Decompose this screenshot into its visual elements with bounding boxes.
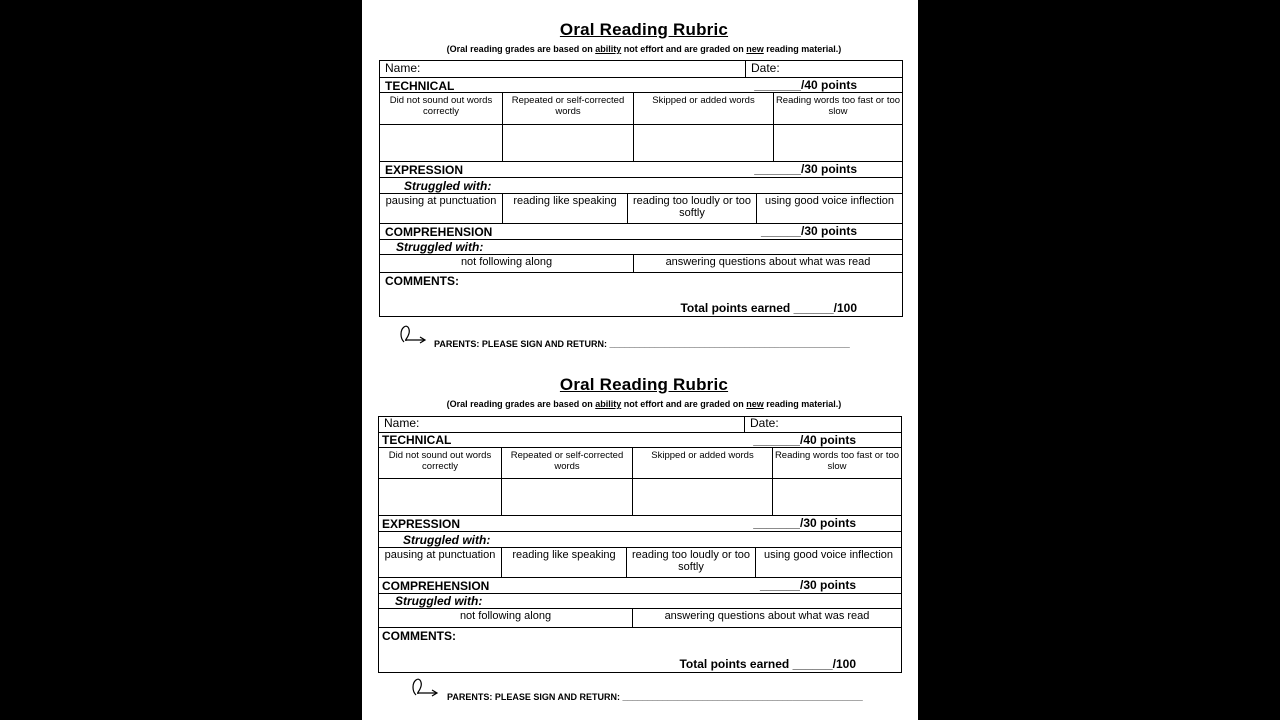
comprehension-points[interactable]: ______/30 points bbox=[760, 224, 857, 238]
technical-column-2: Repeated or self-corrected words bbox=[502, 448, 633, 478]
comments-label: COMMENTS: bbox=[385, 274, 459, 288]
technical-tally-2[interactable] bbox=[502, 479, 633, 515]
expression-option-2[interactable]: reading like speaking bbox=[503, 194, 628, 223]
rubric-form bbox=[362, 0, 918, 350]
name-field[interactable]: Name: bbox=[379, 417, 745, 432]
technical-label: TECHNICAL bbox=[382, 433, 452, 447]
expression-columns-row bbox=[380, 194, 902, 224]
technical-tally-3[interactable] bbox=[633, 479, 773, 515]
technical-tally-1[interactable] bbox=[379, 479, 502, 515]
technical-tally-3[interactable] bbox=[634, 125, 774, 161]
expression-struggled-row bbox=[379, 532, 901, 548]
technical-columns-row bbox=[380, 93, 902, 125]
expression-option-1[interactable]: pausing at punctuation bbox=[380, 194, 503, 223]
expression-struggled-label: Struggled with: bbox=[403, 533, 491, 547]
name-field[interactable]: Name: bbox=[380, 61, 746, 77]
expression-option-1[interactable]: pausing at punctuation bbox=[379, 548, 502, 577]
expression-label: EXPRESSION bbox=[385, 163, 464, 177]
total-points[interactable]: Total points earned ______/100 bbox=[680, 301, 857, 315]
expression-option-4[interactable]: using good voice inflection bbox=[764, 195, 895, 207]
comprehension-option-1[interactable]: not following along bbox=[379, 609, 633, 627]
date-field[interactable]: Date: bbox=[751, 61, 780, 75]
technical-label: TECHNICAL bbox=[385, 79, 455, 93]
rubric-table bbox=[378, 416, 902, 673]
comprehension-option-1[interactable]: not following along bbox=[380, 255, 634, 272]
expression-option-3[interactable]: reading too loudly or too softly bbox=[627, 548, 756, 577]
comprehension-header-row bbox=[379, 578, 901, 594]
expression-points[interactable]: _______/30 points bbox=[753, 516, 856, 530]
technical-header-row bbox=[380, 78, 902, 93]
date-field[interactable]: Date: bbox=[750, 417, 779, 430]
comprehension-struggled-row bbox=[380, 240, 902, 255]
name-date-row bbox=[380, 61, 902, 78]
expression-header-row bbox=[380, 162, 902, 178]
expression-option-3[interactable]: reading too loudly or too softly bbox=[628, 194, 757, 223]
comprehension-points[interactable]: ______/30 points bbox=[759, 578, 856, 592]
technical-column-4: Reading words too fast or too slow bbox=[775, 95, 901, 117]
rubric-table bbox=[379, 60, 903, 317]
technical-tally-row bbox=[380, 125, 902, 162]
expression-struggled-label: Struggled with: bbox=[404, 179, 492, 193]
technical-column-3: Skipped or added words bbox=[634, 93, 774, 124]
rubric-form bbox=[362, 355, 918, 705]
comprehension-struggled-label: Struggled with: bbox=[395, 594, 483, 608]
technical-column-1: Did not sound out words correctly bbox=[379, 448, 502, 478]
rubric-subtitle: (Oral reading grades are based on ability not effort and are graded on new reading material.) bbox=[446, 399, 842, 409]
technical-columns-row bbox=[379, 448, 901, 479]
expression-label: EXPRESSION bbox=[382, 517, 461, 531]
name-date-row bbox=[379, 417, 901, 433]
rubric-title: Oral Reading Rubric bbox=[559, 20, 729, 39]
technical-tally-2[interactable] bbox=[503, 125, 634, 161]
parents-signature-line[interactable]: PARENTS: PLEASE SIGN AND RETURN: ________________________________________________ bbox=[447, 692, 863, 702]
technical-column-3: Skipped or added words bbox=[633, 448, 773, 478]
comprehension-columns-row bbox=[379, 609, 901, 628]
comprehension-columns-row bbox=[380, 255, 902, 273]
technical-tally-1[interactable] bbox=[380, 125, 503, 161]
comments-row[interactable] bbox=[380, 273, 902, 316]
signature-pen-icon bbox=[410, 675, 440, 699]
comprehension-header-row bbox=[380, 224, 902, 240]
expression-option-4[interactable]: using good voice inflection bbox=[763, 549, 894, 561]
comments-label: COMMENTS: bbox=[382, 629, 456, 643]
technical-column-1: Did not sound out words correctly bbox=[380, 93, 503, 124]
expression-option-2[interactable]: reading like speaking bbox=[502, 548, 627, 577]
document-page bbox=[362, 0, 918, 720]
expression-header-row bbox=[379, 516, 901, 532]
technical-header-row bbox=[379, 433, 901, 448]
technical-column-2: Repeated or self-corrected words bbox=[503, 93, 634, 124]
expression-points[interactable]: _______/30 points bbox=[754, 162, 857, 176]
comprehension-option-2[interactable]: answering questions about what was read bbox=[665, 256, 871, 268]
comprehension-option-2[interactable]: answering questions about what was read bbox=[664, 610, 870, 622]
technical-tally-4[interactable] bbox=[773, 479, 901, 515]
signature-pen-icon bbox=[398, 322, 428, 346]
technical-tally-4[interactable] bbox=[774, 125, 902, 161]
comprehension-struggled-row bbox=[379, 594, 901, 609]
comprehension-label: COMPREHENSION bbox=[382, 579, 490, 593]
rubric-title: Oral Reading Rubric bbox=[559, 375, 729, 394]
technical-column-4: Reading words too fast or too slow bbox=[774, 450, 900, 472]
comprehension-label: COMPREHENSION bbox=[385, 225, 493, 239]
comments-row[interactable] bbox=[379, 628, 901, 672]
expression-columns-row bbox=[379, 548, 901, 578]
technical-points[interactable]: _______/40 points bbox=[753, 433, 856, 447]
rubric-subtitle: (Oral reading grades are based on ability not effort and are graded on new reading material.) bbox=[446, 44, 842, 54]
parents-signature-line[interactable]: PARENTS: PLEASE SIGN AND RETURN: ________________________________________________ bbox=[434, 339, 850, 349]
comprehension-struggled-label: Struggled with: bbox=[396, 240, 484, 254]
expression-struggled-row bbox=[380, 178, 902, 194]
technical-points[interactable]: _______/40 points bbox=[754, 78, 857, 92]
technical-tally-row bbox=[379, 479, 901, 516]
total-points[interactable]: Total points earned ______/100 bbox=[679, 657, 856, 671]
